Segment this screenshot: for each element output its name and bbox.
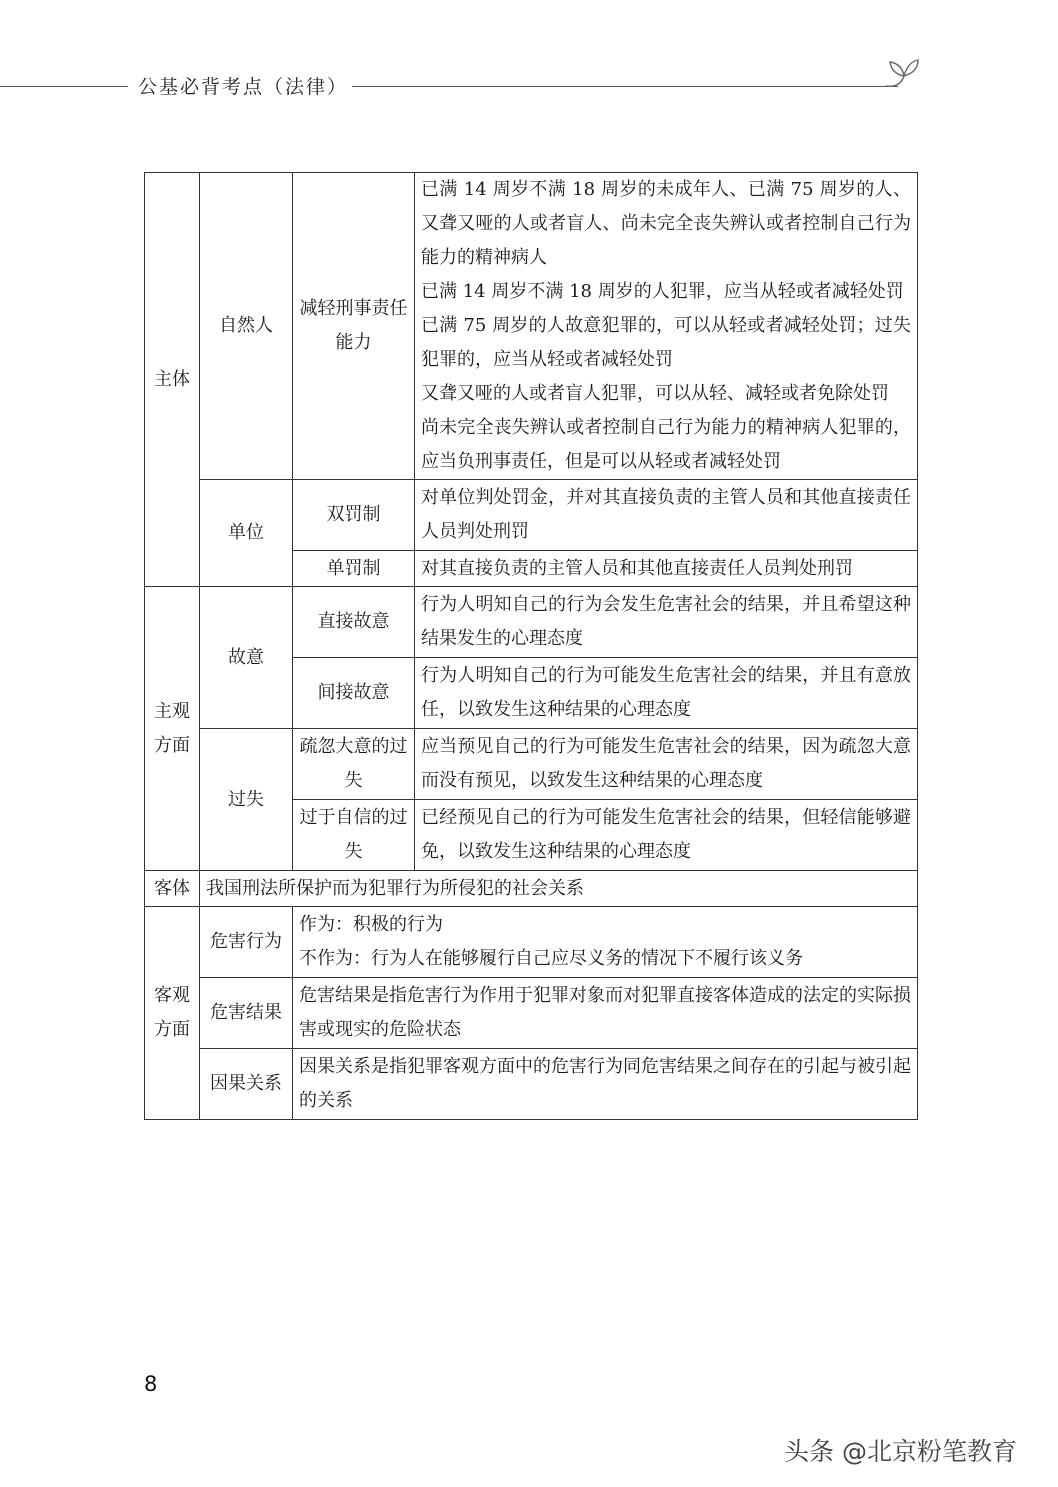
page-number: 8 [144, 1372, 158, 1396]
double-penalty-text: 对单位判处罚金，并对其直接负责的主管人员和其他直接责任人员判处刑罚 [415, 480, 918, 551]
table-row [145, 978, 918, 1049]
text-line: 已满 14 周岁不满 18 周岁的人犯罪，应当从轻或者减轻处罚 [421, 281, 904, 302]
table-row [145, 729, 918, 800]
text-line: 不作为：行为人在能够履行自己应尽义务的情况下不履行该义务 [299, 948, 803, 969]
table-row [145, 173, 918, 480]
single-penalty-text: 对其直接负责的主管人员和其他直接责任人员判处刑罚 [415, 551, 918, 587]
text-line: 已满 14 周岁不满 18 周岁的未成年人、已满 75 周岁的人、又聋又哑的人或者盲人、尚未完全丧失辨认或者控制自己行为能力的精神病人 [421, 179, 911, 268]
watermark: 头条 @北京粉笔教育 [784, 1437, 1017, 1466]
overconfident-negligence-text: 已经预见自己的行为可能发生危害社会的结果，但轻信能够避免，以致发生这种结果的心理态度 [415, 800, 918, 871]
careless-negligence-text: 应当预见自己的行为可能发生危害社会的结果，因为疏忽大意而没有预见，以致发生这种结果的心理态度 [415, 729, 918, 800]
table-row [145, 907, 918, 978]
header-rule-right [352, 86, 898, 87]
reduced-capacity-text [415, 173, 918, 480]
natural-person-label: 自然人 [200, 173, 293, 480]
reduced-capacity-label: 减轻刑事责任能力 [293, 173, 415, 480]
object-label: 客体 [145, 871, 200, 907]
text-line: 又聋又哑的人或者盲人犯罪，可以从轻、减轻或者免除处罚 [421, 383, 889, 404]
careless-negligence-label: 疏忽大意的过失 [293, 729, 415, 800]
harmful-result-text: 危害结果是指危害行为作用于犯罪对象而对犯罪直接客体造成的法定的实际损害或现实的危险状态 [293, 978, 918, 1049]
sprout-icon [882, 54, 922, 90]
table-row [145, 1049, 918, 1120]
subjective-label: 主观方面 [145, 587, 200, 871]
causation-label: 因果关系 [200, 1049, 293, 1120]
single-penalty-label: 单罚制 [293, 551, 415, 587]
harmful-act-label: 危害行为 [200, 907, 293, 978]
text-line: 已满 75 周岁的人故意犯罪的，可以从轻或者减轻处罚；过失犯罪的，应当从轻或者减轻处罚 [421, 315, 911, 370]
header-title: 公基必背考点（法律） [138, 76, 349, 98]
subject-label: 主体 [145, 173, 200, 587]
unit-label: 单位 [200, 480, 293, 587]
causation-text: 因果关系是指犯罪客观方面中的危害行为同危害结果之间存在的引起与被引起的关系 [293, 1049, 918, 1120]
indirect-intent-text: 行为人明知自己的行为可能发生危害社会的结果，并且有意放任，以致发生这种结果的心理态度 [415, 658, 918, 729]
direct-intent-label: 直接故意 [293, 587, 415, 658]
double-penalty-label: 双罚制 [293, 480, 415, 551]
text-line: 尚未完全丧失辨认或者控制自己行为能力的精神病人犯罪的，应当负刑事责任，但是可以从轻或者减轻处罚 [421, 417, 911, 472]
negligence-label: 过失 [200, 729, 293, 871]
table-row [145, 587, 918, 658]
objective-label: 客观方面 [145, 907, 200, 1120]
text-line: 作为：积极的行为 [299, 914, 443, 935]
overconfident-negligence-label: 过于自信的过失 [293, 800, 415, 871]
direct-intent-text: 行为人明知自己的行为会发生危害社会的结果，并且希望这种结果发生的心理态度 [415, 587, 918, 658]
table-row [145, 871, 918, 907]
crime-elements-table [144, 172, 918, 1120]
harmful-act-text [293, 907, 918, 978]
header-rule-left [0, 86, 128, 87]
table-row [145, 480, 918, 551]
object-text: 我国刑法所保护而为犯罪行为所侵犯的社会关系 [200, 871, 918, 907]
intent-label: 故意 [200, 587, 293, 729]
indirect-intent-label: 间接故意 [293, 658, 415, 729]
harmful-result-label: 危害结果 [200, 978, 293, 1049]
